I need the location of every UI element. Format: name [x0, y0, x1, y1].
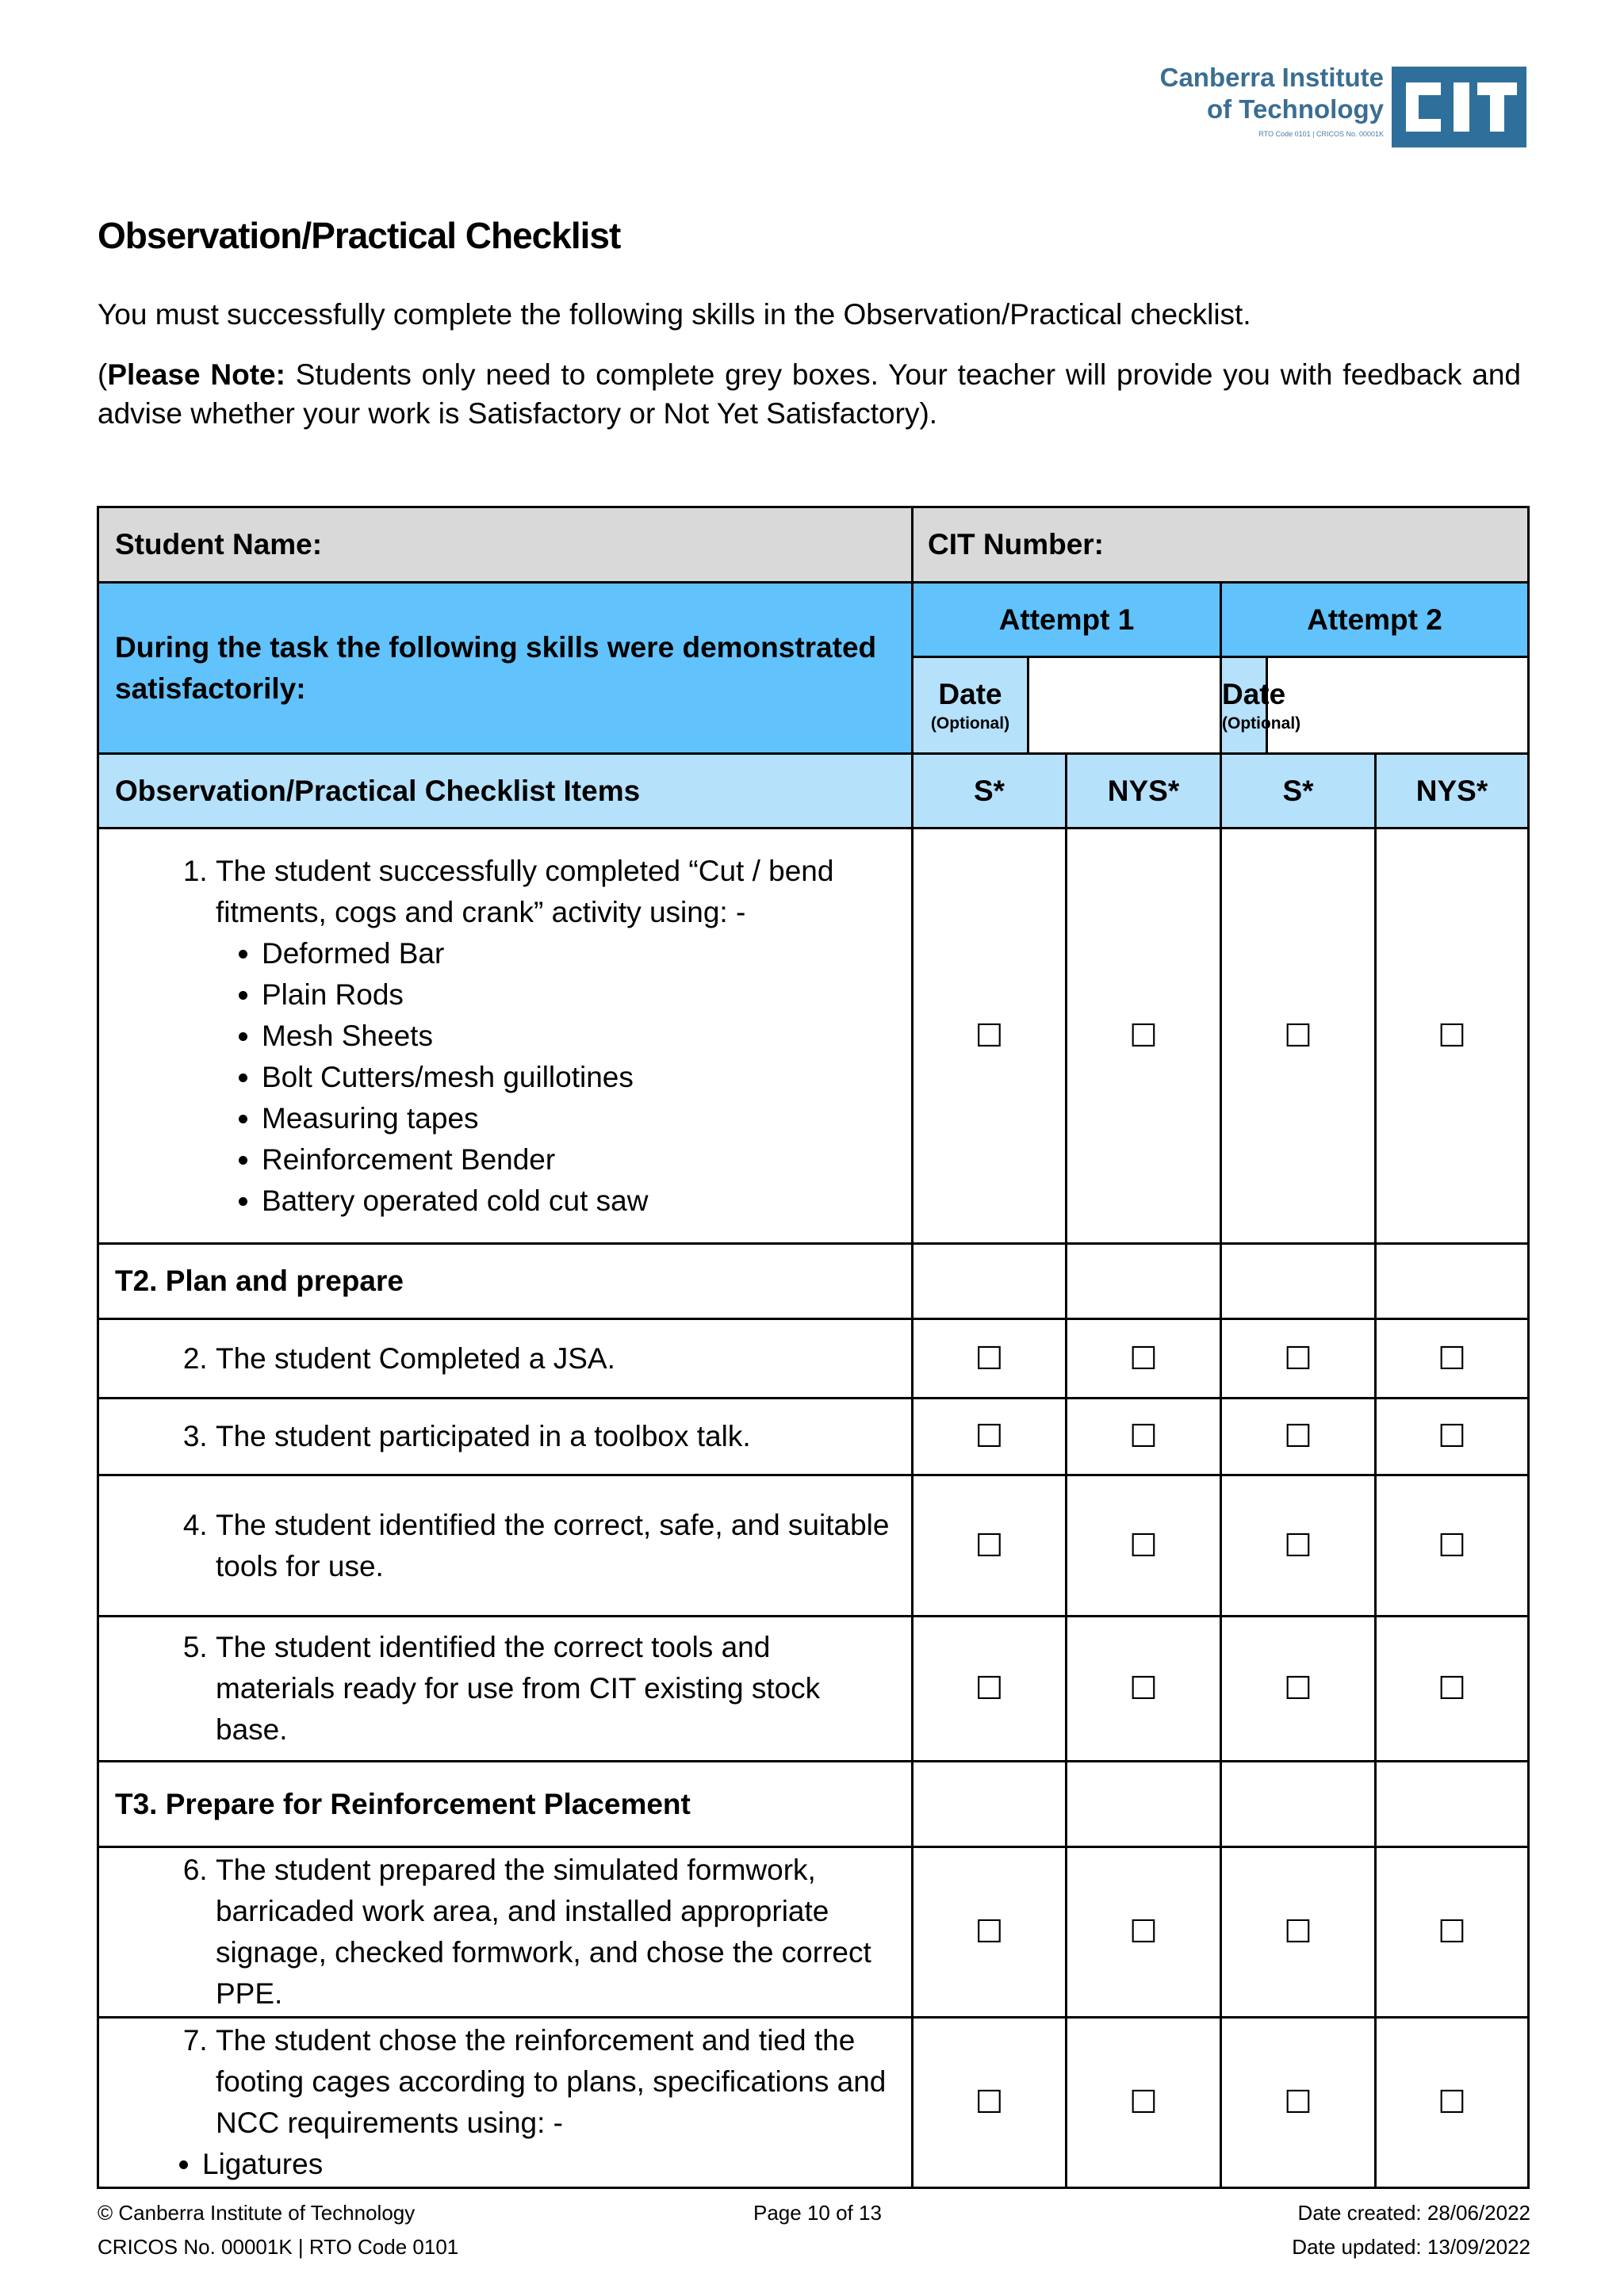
item-6-a2-s-checkbox[interactable]: ☐: [1221, 1847, 1376, 2018]
cit-logo: [1146, 62, 1526, 151]
item-3-desc: 3. The student participated in a toolbox talk.: [216, 1416, 895, 1457]
empty-cell: [1067, 1244, 1221, 1319]
item-6-list: [163, 1850, 895, 2015]
checklist-item-6: [98, 1847, 1529, 2018]
note-text: [98, 355, 1521, 433]
section-t2-heading: T2. Plan and prepare: [98, 1244, 913, 1319]
item-4-a2-s-checkbox[interactable]: ☐: [1221, 1475, 1376, 1617]
item-5-a1-nys-checkbox[interactable]: ☐: [1067, 1617, 1221, 1762]
checklist-table: [97, 506, 1530, 2189]
item-3-list: [163, 1416, 895, 1457]
item-6-desc: 6. The student prepared the simulated formwork, barricaded work area, and installed appropriate signage, checked formwork, and chose the correct PPE.: [216, 1850, 895, 2015]
section-t3-heading: T3. Prepare for Reinforcement Placement: [98, 1762, 913, 1847]
attempt-2-header: Attempt 2: [1221, 583, 1529, 657]
footer-cricos: CRICOS No. 00001K | RTO Code 0101: [98, 2235, 459, 2259]
item-4-a1-nys-checkbox[interactable]: ☐: [1067, 1475, 1221, 1617]
item-6-text: [98, 1847, 913, 2018]
attempt-2-date-label: [1221, 657, 1301, 754]
attempt-2-date-input[interactable]: [1267, 657, 1529, 754]
demonstrated-label: During the task the following skills were demonstrated satisfactorily:: [98, 583, 913, 754]
item-3-a1-s-checkbox[interactable]: ☐: [913, 1399, 1067, 1475]
cit-number-field[interactable]: CIT Number:: [913, 507, 1529, 583]
item-7-a2-s-checkbox[interactable]: ☐: [1221, 2018, 1376, 2188]
item-5-list: [163, 1627, 895, 1751]
item-1-a1-s-checkbox[interactable]: ☐: [913, 828, 1067, 1244]
bullet-item: • Mesh Sheets: [262, 1016, 895, 1057]
item-2-desc: 2. The student Completed a JSA.: [216, 1338, 895, 1380]
empty-cell: [1067, 1762, 1221, 1847]
attempt-1-s-header: S*: [913, 754, 1067, 828]
item-7-a1-nys-checkbox[interactable]: ☐: [1067, 2018, 1221, 2188]
student-name-field[interactable]: Student Name:: [98, 507, 913, 583]
section-t2-row: [98, 1244, 1529, 1319]
empty-cell: [913, 1244, 1067, 1319]
empty-cell: [1221, 1762, 1376, 1847]
item-7-a1-s-checkbox[interactable]: ☐: [913, 2018, 1067, 2188]
item-7-text: [98, 2018, 913, 2188]
empty-cell: [1221, 1244, 1376, 1319]
footer-page-number: Page 10 of 13: [753, 2201, 882, 2225]
empty-cell: [913, 1762, 1067, 1847]
item-7-list: [163, 2020, 895, 2144]
bullet-item: • Battery operated cold cut saw: [262, 1181, 895, 1222]
attempt-2-nys-header: NYS*: [1376, 754, 1529, 828]
item-1-a2-s-checkbox[interactable]: ☐: [1221, 828, 1376, 1244]
item-1-list: [163, 851, 895, 933]
bullet-item: • Ligatures: [202, 2144, 895, 2185]
item-2-list: [163, 1338, 895, 1380]
date-optional: (Optional): [1222, 714, 1301, 733]
footer-copyright: © Canberra Institute of Technology: [98, 2201, 416, 2225]
date-optional: (Optional): [930, 714, 1010, 733]
item-6-a1-s-checkbox[interactable]: ☐: [913, 1847, 1067, 2018]
bullet-item: • Deformed Bar: [262, 933, 895, 974]
item-1-a2-nys-checkbox[interactable]: ☐: [1376, 828, 1529, 1244]
section-t3-row: [98, 1762, 1529, 1847]
checklist-item-3: [98, 1399, 1529, 1475]
checklist-item-2: [98, 1319, 1529, 1399]
date-label: Date: [1222, 677, 1286, 710]
cit-logo-icon: [1392, 67, 1526, 147]
intro-text: You must successfully complete the following skills in the Observation/Practical checklist.: [98, 298, 1251, 331]
logo-line-1: Canberra Institute: [1159, 63, 1384, 92]
item-3-a1-nys-checkbox[interactable]: ☐: [1067, 1399, 1221, 1475]
logo-line-3: RTO Code 0101 | CRICOS No. 00001K: [1258, 130, 1384, 138]
footer-date-created: Date created: 28/06/2022: [1297, 2201, 1530, 2225]
date-label: Date: [938, 677, 1002, 710]
item-2-a2-nys-checkbox[interactable]: ☐: [1376, 1319, 1529, 1399]
item-7-desc: 7. The student chose the reinforcement and tied the footing cages according to plans, specifications and NCC requirements using: -: [216, 2020, 895, 2144]
checklist-item-7: [98, 2018, 1529, 2188]
checklist-item-1: [98, 828, 1529, 1244]
item-1-label: [216, 851, 895, 933]
logo-text: [1160, 62, 1384, 143]
page-title: Observation/Practical Checklist: [98, 215, 621, 256]
item-6-a1-nys-checkbox[interactable]: ☐: [1067, 1847, 1221, 2018]
item-7-a2-nys-checkbox[interactable]: ☐: [1376, 2018, 1529, 2188]
item-6-a2-nys-checkbox[interactable]: ☐: [1376, 1847, 1529, 2018]
item-4-desc: 4. The student identified the correct, safe, and suitable tools for use.: [216, 1505, 895, 1587]
item-1-text: [98, 828, 913, 1244]
attempt-2-s-header: S*: [1221, 754, 1376, 828]
item-2-text: [98, 1319, 913, 1399]
empty-cell: [1376, 1244, 1529, 1319]
item-4-text: [98, 1475, 913, 1617]
attempt-1-date-label: [913, 657, 1028, 754]
item-4-a2-nys-checkbox[interactable]: ☐: [1376, 1475, 1529, 1617]
note-body: Students only need to complete grey boxes. Your teacher will provide you with feedback and advise whether your work is Satisfactory or Not Yet Satisfactory).: [98, 358, 1522, 430]
bullet-item: • Measuring tapes: [262, 1098, 895, 1139]
item-5-a2-s-checkbox[interactable]: ☐: [1221, 1617, 1376, 1762]
item-3-a2-nys-checkbox[interactable]: ☐: [1376, 1399, 1529, 1475]
item-7-bullets: [163, 2144, 895, 2185]
note-open: (: [98, 358, 108, 391]
bullet-item: • Plain Rods: [262, 974, 895, 1016]
items-header: Observation/Practical Checklist Items: [98, 754, 913, 828]
attempt-header-row: [98, 583, 1529, 657]
item-2-a1-s-checkbox[interactable]: ☐: [913, 1319, 1067, 1399]
item-3-a2-s-checkbox[interactable]: ☐: [1221, 1399, 1376, 1475]
name-row: [98, 507, 1529, 583]
checklist-item-5: [98, 1617, 1529, 1762]
item-5-a1-s-checkbox[interactable]: ☐: [913, 1617, 1067, 1762]
attempt-1-nys-header: NYS*: [1067, 754, 1221, 828]
attempt-1-date-input[interactable]: [1028, 657, 1221, 754]
item-1-a1-nys-checkbox[interactable]: ☐: [1067, 828, 1221, 1244]
bullet-item: • Bolt Cutters/mesh guillotines: [262, 1057, 895, 1098]
item-1-desc: The student successfully completed “Cut / bend fitments, cogs and crank” activity using: -: [216, 854, 834, 928]
item-1-bullets: [163, 933, 895, 1222]
item-3-text: [98, 1399, 913, 1475]
item-5-desc: 5. The student identified the correct tools and materials ready for use from CIT existing stock base.: [216, 1627, 895, 1751]
item-2-a2-s-checkbox[interactable]: ☐: [1221, 1319, 1376, 1399]
checklist-item-4: [98, 1475, 1529, 1617]
bullet-item: • Reinforcement Bender: [262, 1139, 895, 1181]
item-2-a1-nys-checkbox[interactable]: ☐: [1067, 1319, 1221, 1399]
item-4-list: [163, 1505, 895, 1587]
footer-date-updated: Date updated: 13/09/2022: [1292, 2235, 1530, 2259]
attempt-1-header: Attempt 1: [913, 583, 1221, 657]
items-header-row: [98, 754, 1529, 828]
item-4-a1-s-checkbox[interactable]: ☐: [913, 1475, 1067, 1617]
item-5-text: [98, 1617, 913, 1762]
logo-line-2: of Technology: [1206, 94, 1384, 124]
item-5-a2-nys-checkbox[interactable]: ☐: [1376, 1617, 1529, 1762]
note-bold: Please Note:: [107, 358, 285, 391]
empty-cell: [1376, 1762, 1529, 1847]
